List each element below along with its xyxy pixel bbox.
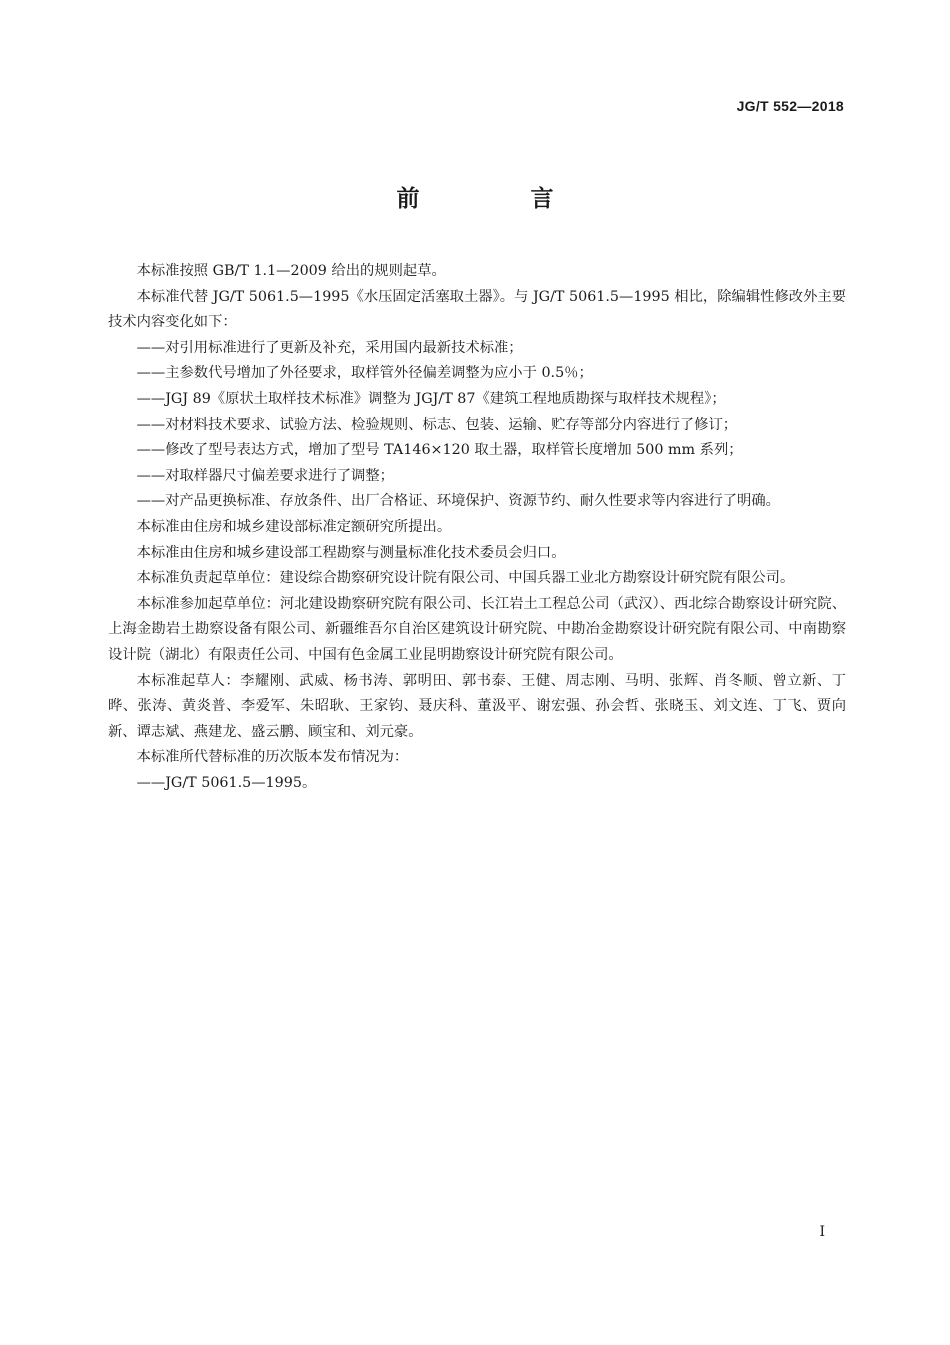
paragraph-previous-versions: 本标准所代替标准的历次版本发布情况为：	[136, 749, 409, 766]
change-item: ——对材料技术要求、试验方法、检验规则、标志、包装、运输、贮存等部分内容进行了修订；	[136, 416, 738, 433]
standard-code: JG/T 552—2018	[736, 98, 844, 114]
paragraph-participating-drafters: 本标准参加起草单位：河北建设勘察研究院有限公司、长江岩土工程总公司（武汉）、西北综合勘察设计研究院、上海金勘岩土勘察设备有限公司、新疆维吾尔自治区建筑设计研究院、中勘冶金勘察设计研究院有限公司、中南勘察设计院（湖北）有限责任公司、中国有色金属工业昆明勘察设计研究院有限公司。	[108, 595, 846, 663]
page-title: 前 言	[396, 186, 598, 212]
paragraph-replacement: 本标准代替 JG/T 5061.5—1995《水压固定活塞取土器》。与 JG/T 5061.5—1995 相比，除编辑性修改外主要技术内容变化如下：	[108, 288, 846, 331]
paragraph-committee: 本标准由住房和城乡建设部工程勘察与测量标准化技术委员会归口。	[136, 544, 566, 561]
change-item: ——主参数代号增加了外径要求，取样管外径偏差调整为应小于 0.5％；	[136, 365, 593, 382]
previous-version-item: ——JG/T 5061.5—1995。	[136, 774, 317, 791]
page-number: I	[819, 1224, 825, 1240]
change-item: ——JGJ 89《原状土取样技术标准》调整为 JGJ/T 87《建筑工程地质勘探与取样技术规程》；	[136, 390, 726, 407]
paragraph-proposer: 本标准由住房和城乡建设部标准定额研究所提出。	[136, 518, 452, 535]
change-item: ——对取样器尺寸偏差要求进行了调整；	[136, 467, 394, 484]
change-item: ——修改了型号表达方式，增加了型号 TA146×120 取土器，取样管长度增加 500 mm 系列；	[136, 442, 743, 459]
change-item: ——对引用标准进行了更新及补充，采用国内最新技术标准；	[136, 339, 523, 356]
paragraph-lead-drafters: 本标准负责起草单位：建设综合勘察研究设计院有限公司、中国兵器工业北方勘察设计研究院有限公司。	[136, 570, 795, 587]
paragraph-drafting-rules: 本标准按照 GB/T 1.1—2009 给出的规则起草。	[136, 263, 446, 279]
foreword-body	[108, 259, 846, 796]
change-item: ——对产品更换标准、存放条件、出厂合格证、环境保护、资源节约、耐久性要求等内容进行了明确。	[136, 493, 780, 510]
paragraph-drafting-persons: 本标准起草人：李耀刚、武威、杨书涛、郭明田、郭书泰、王健、周志刚、马明、张辉、肖冬顺、曾立新、丁晔、张涛、黄炎普、李爱军、朱昭耿、王家钧、聂庆科、董汲平、谢宏强、孙会哲、张晓玉、刘文连、丁飞、贾向新、谭志斌、燕建龙、盛云鹏、顾宝和、刘元豪。	[108, 672, 846, 740]
